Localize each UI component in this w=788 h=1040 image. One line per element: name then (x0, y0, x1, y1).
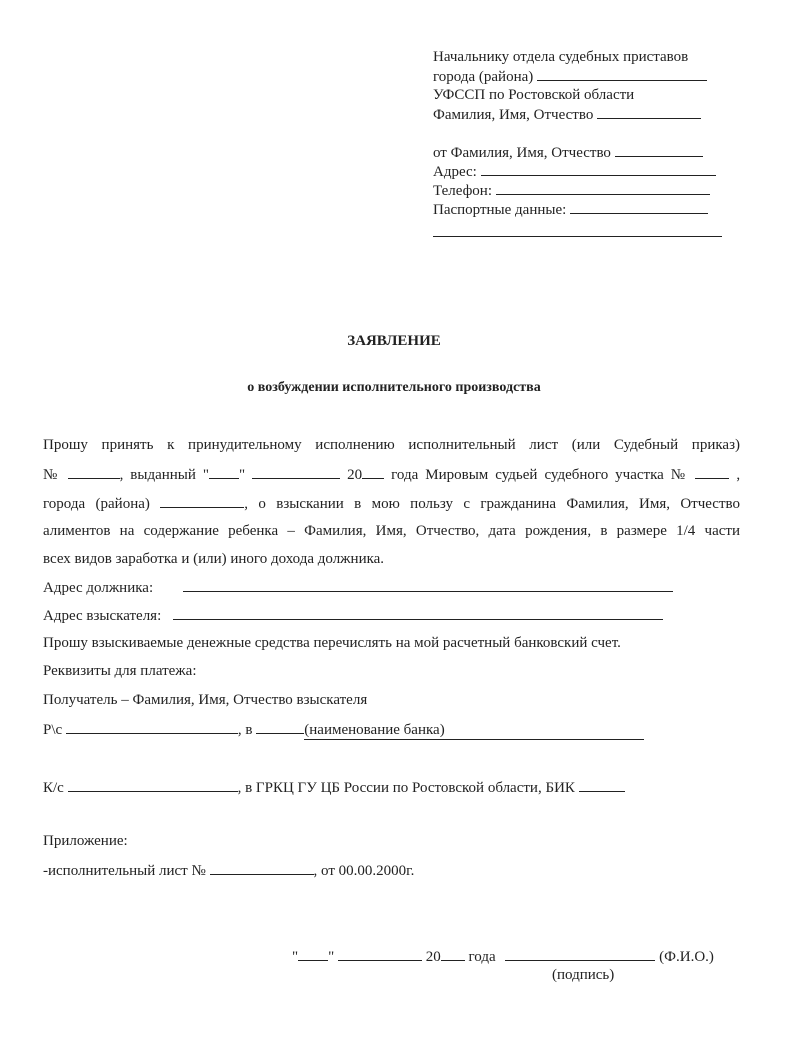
blank (183, 578, 673, 592)
label: от Фамилия, Имя, Отчество (433, 145, 611, 161)
signature-caption: (подпись) (552, 967, 615, 983)
signature-line (292, 947, 714, 966)
blank (66, 720, 238, 734)
text: года Мировым судьей судебного участка № (391, 467, 689, 483)
label: Фамилия, Имя, Отчество (433, 107, 594, 123)
label: К/с (43, 780, 64, 796)
text: , (736, 467, 741, 483)
blank (209, 465, 239, 479)
payment-details: Реквизиты для платежа: (43, 663, 197, 679)
blank (298, 947, 328, 961)
debtor-address (43, 578, 673, 597)
blank (173, 606, 663, 620)
text: города (района) (43, 496, 150, 512)
blank (441, 947, 465, 961)
blank (695, 465, 729, 479)
label: Паспортные данные: (433, 202, 567, 218)
blank (496, 181, 710, 195)
blank (160, 494, 244, 508)
bank-name (304, 721, 644, 740)
blank (252, 465, 340, 479)
body-line3 (43, 494, 740, 513)
header-line3: УФССП по Ростовской области (433, 87, 635, 103)
text: " (292, 949, 299, 965)
corr-account-line (43, 778, 625, 797)
document-title: ЗАЯВЛЕНИЕ (347, 333, 441, 349)
label: Телефон: (433, 183, 492, 199)
text: , от 00.00.2000г. (313, 863, 415, 879)
body-line5: всех видов заработка и (или) иного дохода должника. (43, 551, 385, 567)
recipient: Получатель – Фамилия, Имя, Отчество взыскателя (43, 692, 368, 708)
body-line1: Прошу принять к принудительному исполнению исполнительный лист (или Судебный приказ) (43, 437, 740, 453)
attachment-label: Приложение: (43, 833, 128, 849)
text: (наименование банка) (304, 722, 445, 738)
blank (362, 465, 384, 479)
blank (537, 67, 707, 81)
label: Р\с (43, 722, 63, 738)
text: , в (237, 722, 253, 738)
label: Адрес должника: (43, 580, 154, 596)
text: , в ГРКЦ ГУ ЦБ России по Ростовской области, БИК (237, 780, 575, 796)
text: " (239, 467, 246, 483)
body-line2 (43, 465, 740, 484)
blank (615, 143, 703, 157)
blank (68, 465, 120, 479)
blank (256, 720, 304, 734)
text: № (43, 467, 61, 483)
text: " (328, 949, 335, 965)
text: , выданный " (119, 467, 210, 483)
label: Адрес взыскателя: (43, 608, 162, 624)
text: , о взыскании в мою пользу с гражданина Фамилия, Имя, Отчество (244, 496, 740, 512)
text: года (468, 949, 496, 965)
phone-line (433, 181, 710, 200)
text: 20 (425, 949, 441, 965)
header-line2 (433, 67, 707, 86)
body-line4: алиментов на содержание ребенка – Фамилия, Имя, Отчество, дата рождения, в размере 1/4 части (43, 523, 740, 539)
blank (579, 778, 625, 792)
signature-blank (505, 947, 655, 961)
document-subtitle: о возбуждении исполнительного производства (247, 380, 541, 395)
header-line4 (433, 105, 701, 124)
blank (481, 162, 716, 176)
blank (210, 861, 314, 875)
blank (338, 947, 422, 961)
blank (68, 778, 238, 792)
header-line1: Начальнику отдела судебных приставов (433, 49, 689, 65)
label: города (района) (433, 69, 534, 85)
account-line (43, 720, 644, 740)
text: 20 (347, 467, 363, 483)
claimant-address (43, 606, 663, 625)
blank (597, 105, 701, 119)
from-line (433, 143, 703, 162)
passport-line (433, 200, 708, 219)
blank (570, 200, 708, 214)
label: Адрес: (433, 164, 477, 180)
text: -исполнительный лист № (43, 863, 206, 879)
text: (Ф.И.О.) (659, 949, 714, 965)
address-line (433, 162, 716, 181)
attachment-item (43, 861, 414, 880)
transfer-request: Прошу взыскиваемые денежные средства перечислять на мой расчетный банковский счет. (43, 635, 621, 651)
blank-line (433, 236, 722, 237)
